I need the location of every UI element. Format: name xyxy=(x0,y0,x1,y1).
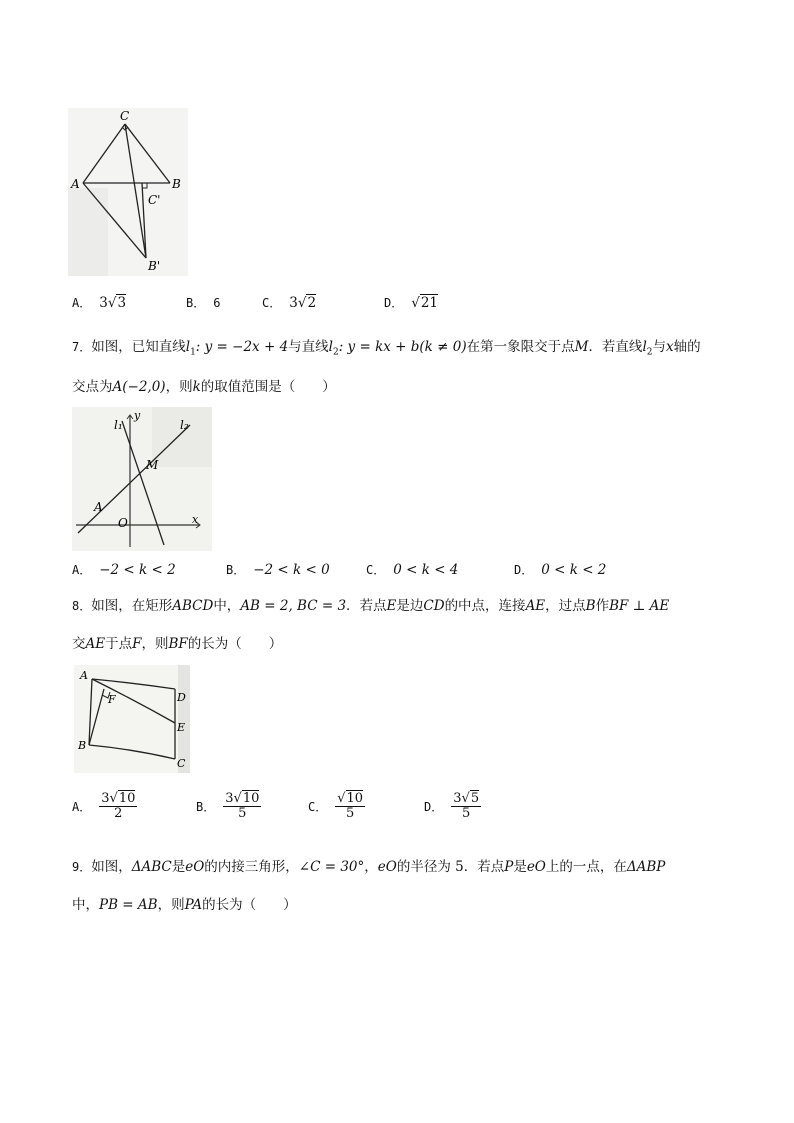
text: 交点为 xyxy=(72,379,113,395)
option-letter: B． xyxy=(196,800,216,815)
text: 是 xyxy=(171,859,186,875)
q6-option-b[interactable] xyxy=(186,294,220,311)
text: ，则 xyxy=(141,636,169,652)
q7-figure xyxy=(72,407,212,551)
text: ．若直线 xyxy=(588,339,643,355)
math: l xyxy=(185,339,191,355)
coefficient: 3 xyxy=(225,791,234,806)
option-text: 0 < k < 2 xyxy=(541,561,607,578)
math: ABCD xyxy=(172,598,214,614)
q7-label-y: y xyxy=(134,409,141,422)
denominator: 5 xyxy=(238,806,247,822)
q8-label-D: D xyxy=(177,691,186,704)
option-text: 0 < k < 4 xyxy=(393,561,459,578)
math: l xyxy=(642,339,647,355)
text: 如图，在矩形 xyxy=(91,598,173,614)
denominator: 2 xyxy=(114,806,123,822)
q6-label-C: C xyxy=(120,109,130,123)
radicand: 10 xyxy=(118,791,136,806)
math: eO xyxy=(377,859,397,875)
text: 作 xyxy=(595,598,610,614)
text: 的取值范围是（ ） xyxy=(200,379,336,395)
option-letter: D． xyxy=(514,563,534,577)
math: ΔABP xyxy=(626,859,666,875)
text: 的长为（ ） xyxy=(202,897,297,913)
option-text: −2 < k < 2 xyxy=(99,561,176,578)
option-letter: A． xyxy=(72,563,92,577)
option-letter: A． xyxy=(72,296,92,310)
text: 于点 xyxy=(105,636,133,652)
option-letter: B． xyxy=(226,563,246,577)
question-number: 7． xyxy=(72,340,92,354)
math-sub: 2 xyxy=(646,347,653,358)
math: F xyxy=(132,636,142,652)
math: PB = AB xyxy=(99,897,158,913)
option-letter: B． xyxy=(186,296,206,310)
math-sub: 2 xyxy=(332,347,339,358)
text: ，则 xyxy=(165,379,193,395)
text: 是边 xyxy=(396,598,424,614)
text: ，则 xyxy=(157,897,185,913)
q7-option-c[interactable] xyxy=(366,561,458,578)
q7-label-M: M xyxy=(146,458,159,472)
fraction: $\frac{3√5}{5}$ xyxy=(453,791,480,822)
q9-line2 xyxy=(72,893,297,913)
math: l xyxy=(328,339,333,355)
q8-label-A: A xyxy=(80,669,88,682)
option-text: −2 < k < 0 xyxy=(253,561,330,578)
q7-label-l2: l₂ xyxy=(180,418,189,432)
math: x xyxy=(666,339,674,355)
denominator: 5 xyxy=(346,806,355,822)
option-letter: D． xyxy=(424,800,444,815)
question-number: 8． xyxy=(72,599,92,613)
text: 的中点，连接 xyxy=(444,598,526,614)
math: AE xyxy=(525,598,546,614)
denominator: 5 xyxy=(462,806,471,822)
fraction: $\frac{√10}{5}$ xyxy=(337,791,364,822)
text: 的半径为 5．若点 xyxy=(396,859,505,875)
q7-option-d[interactable] xyxy=(514,561,606,578)
radicand: 5 xyxy=(470,791,480,806)
math: k xyxy=(192,379,201,395)
q7-label-x: x xyxy=(192,513,199,526)
coefficient: 3 xyxy=(99,294,108,311)
radicand: 21 xyxy=(420,294,439,311)
math: M xyxy=(574,339,589,355)
math: PA xyxy=(184,897,203,913)
q8-line1 xyxy=(72,594,669,614)
q8-option-d[interactable] xyxy=(424,792,481,822)
option-value: 6 xyxy=(213,295,221,310)
math: BF ⊥ AE xyxy=(609,598,670,614)
q6-label-Bprime: B' xyxy=(148,259,161,273)
fraction: $\frac{3√10}{5}$ xyxy=(225,791,260,822)
fraction: $\frac{3√10}{2}$ xyxy=(101,791,136,822)
text: ．若点 xyxy=(346,598,387,614)
q8-label-F: F xyxy=(108,693,116,706)
option-letter: A． xyxy=(72,800,92,815)
text: 的长为（ ） xyxy=(187,636,283,652)
q8-option-c[interactable] xyxy=(308,792,365,822)
q8-label-E: E xyxy=(177,721,186,734)
radicand: 10 xyxy=(346,791,364,806)
q7-label-l1: l₁ xyxy=(114,418,123,432)
text: 中， xyxy=(213,598,241,614)
radicand: 3 xyxy=(117,294,127,311)
text: 上的一点，在 xyxy=(545,859,627,875)
q7-label-O: O xyxy=(118,516,128,530)
q7-option-a[interactable] xyxy=(72,561,176,578)
math: P xyxy=(504,859,514,875)
math: ∠C = 30° xyxy=(298,859,365,875)
math: AE xyxy=(85,636,106,652)
text: 如图， xyxy=(91,859,132,875)
q6-option-c[interactable]: C． 3√2 xyxy=(262,294,317,311)
q6-option-d[interactable]: D． √21 xyxy=(384,294,439,311)
option-letter: C． xyxy=(308,800,328,815)
math: ΔABC xyxy=(131,859,172,875)
coefficient: 3 xyxy=(101,791,110,806)
question-number: 9． xyxy=(72,860,92,874)
coefficient: 3 xyxy=(453,791,462,806)
radicand: 10 xyxy=(242,791,260,806)
q8-label-B: B xyxy=(78,739,87,752)
math-sub: 1 xyxy=(190,347,196,358)
text: 是 xyxy=(513,859,527,875)
text: ，过点 xyxy=(545,598,586,614)
coefficient: 3 xyxy=(289,294,298,311)
q7-line1 xyxy=(72,335,701,358)
text: ， xyxy=(364,859,378,875)
q6-label-Cprime: C' xyxy=(148,193,161,207)
math: : y = −2x + 4 xyxy=(195,339,289,355)
q6-label-A: A xyxy=(71,177,80,191)
text: 如图，已知直线 xyxy=(91,339,186,355)
q8-option-b[interactable] xyxy=(196,792,261,822)
radicand: 2 xyxy=(307,294,317,311)
math: : y = kx + b(k ≠ 0) xyxy=(338,339,467,355)
option-letter: C． xyxy=(366,563,386,577)
text: 交 xyxy=(72,636,86,652)
q8-label-C: C xyxy=(177,757,186,770)
math: eO xyxy=(185,859,205,875)
q6-figure xyxy=(68,108,188,276)
q8-figure xyxy=(74,665,190,773)
text: 中， xyxy=(72,897,99,913)
option-letter: C． xyxy=(262,296,282,310)
math: B xyxy=(585,598,596,614)
q7-label-A: A xyxy=(94,500,103,514)
q7-option-b[interactable] xyxy=(226,561,330,578)
text: 与直线 xyxy=(288,339,329,355)
text: 在第一象限交于点 xyxy=(466,339,575,355)
q7-line2 xyxy=(72,375,336,395)
q8-line2 xyxy=(72,632,282,652)
q8-option-a[interactable] xyxy=(72,792,137,822)
text: 与 xyxy=(652,339,666,355)
math: AB = 2, BC = 3 xyxy=(240,598,347,614)
math: E xyxy=(386,598,397,614)
math: eO xyxy=(526,859,546,875)
q6-option-a[interactable]: A． 3√3 xyxy=(72,294,127,311)
math: CD xyxy=(423,598,445,614)
text: 的内接三角形， xyxy=(204,859,299,875)
math: A(−2,0) xyxy=(112,379,166,395)
q6-label-B: B xyxy=(172,177,181,191)
math: BF xyxy=(168,636,188,652)
option-letter: D． xyxy=(384,296,404,310)
q9-line1 xyxy=(72,855,665,875)
text: 轴的 xyxy=(673,339,701,355)
